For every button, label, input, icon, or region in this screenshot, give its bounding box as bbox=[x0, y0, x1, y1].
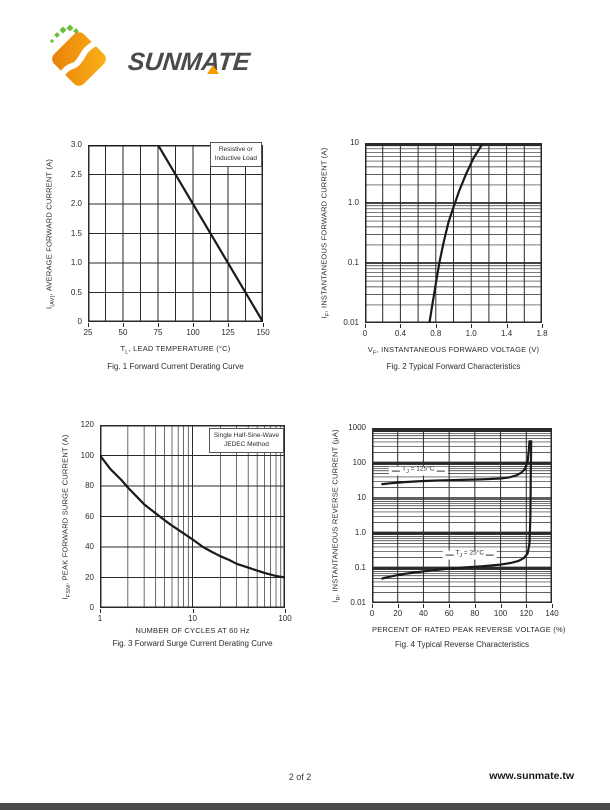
fig4-x-tickmark bbox=[501, 604, 502, 608]
fig1-forward-current-derating-chart bbox=[40, 133, 290, 385]
fig1-y-tick: 1.0 bbox=[70, 258, 82, 267]
fig2-typical-forward-characteristics-chart bbox=[318, 131, 582, 383]
fig4-x-tick: 100 bbox=[493, 609, 508, 618]
bottom-bar bbox=[0, 803, 610, 810]
fig2-x-tick: 1.4 bbox=[501, 329, 513, 338]
fig1-y-axis-label: $I_{(AV)}$, AVERAGE FORWARD CURRENT (A) bbox=[44, 158, 56, 309]
page-number: 2 of 2 bbox=[288, 772, 312, 782]
fig1-x-tick: 75 bbox=[153, 328, 163, 337]
fig3-y-tick: 100 bbox=[80, 450, 94, 460]
fig3-y-tick: 0 bbox=[89, 603, 94, 612]
fig4-typical-reverse-characteristics-chart bbox=[330, 418, 592, 663]
logo-brand-text: SUNMATE bbox=[126, 47, 252, 76]
fig2-y-tick: 1.0 bbox=[347, 198, 359, 207]
brand-accent-triangle bbox=[207, 65, 219, 74]
fig3-x-tick: 100 bbox=[278, 614, 292, 623]
fig1-y-tick: 0.5 bbox=[70, 287, 82, 297]
fig3-y-tick: 60 bbox=[85, 511, 94, 521]
fig3-x-tickmark bbox=[193, 609, 194, 613]
fig2-x-tickmark bbox=[400, 324, 401, 328]
fig4-x-axis-label: PERCENT OF RATED PEAK REVERSE VOLTAGE (%) bbox=[372, 625, 566, 634]
fig4-y-tick: 10 bbox=[357, 493, 366, 502]
fig4-x-tickmark bbox=[423, 604, 424, 608]
fig4-x-tick: 20 bbox=[393, 609, 403, 618]
fig4-x-tick: 40 bbox=[418, 609, 428, 618]
fig4-caption: Fig. 4 Typical Reverse Characteristics bbox=[394, 640, 530, 649]
fig1-y-tick: 0 bbox=[77, 317, 82, 326]
logo bbox=[38, 22, 268, 88]
fig4-y-tick: 1.0 bbox=[354, 528, 366, 537]
fig1-x-tick: 25 bbox=[83, 328, 93, 337]
website-url: www.sunmate.tw bbox=[489, 770, 574, 782]
fig3-y-tick: 20 bbox=[85, 572, 94, 582]
fig1-y-tick: 3.0 bbox=[70, 140, 82, 149]
fig4-x-tickmark bbox=[398, 604, 399, 608]
fig2-x-tick: 0 bbox=[362, 329, 368, 338]
fig4-x-tick: 140 bbox=[545, 609, 559, 618]
fig3-x-tick: 10 bbox=[188, 614, 197, 623]
fig2-x-tick: 0.4 bbox=[394, 329, 406, 338]
fig2-y-axis-label: $I_F$, INSTANTANEOUS FORWARD CURRENT (A) bbox=[319, 147, 331, 319]
fig4-x-tickmark bbox=[552, 604, 553, 608]
fig3-x-tickmark bbox=[285, 609, 286, 613]
fig1-x-tickmark bbox=[263, 323, 264, 327]
fig4-x-tickmark bbox=[372, 604, 373, 608]
fig4-x-tick: 120 bbox=[519, 609, 533, 618]
fig4-x-tickmark bbox=[449, 604, 450, 608]
fig1-caption: Fig. 1 Forward Current Derating Curve bbox=[107, 362, 244, 371]
fig3-caption: Fig. 3 Forward Surge Current Derating Curve bbox=[112, 639, 273, 648]
fig3-y-tick: 120 bbox=[80, 420, 94, 429]
fig1-x-axis-label: $T_L$, LEAD TEMPERATURE (°C) bbox=[120, 344, 231, 356]
fig1-annotation: Resistive or Inductive Load bbox=[210, 142, 262, 167]
fig4-plot-area bbox=[372, 428, 552, 603]
fig2-x-tick: 0.8 bbox=[430, 329, 442, 338]
fig1-x-tickmark bbox=[193, 323, 194, 327]
fig1-x-tickmark bbox=[123, 323, 124, 327]
fig1-y-tick: 2.5 bbox=[70, 169, 82, 179]
fig4-y-tick: 1000 bbox=[348, 423, 366, 432]
fig3-annotation: Single Half-Sine-Wave JEDEC Method bbox=[209, 428, 284, 453]
fig2-y-tick: 0.01 bbox=[343, 318, 359, 327]
fig1-y-tick: 1.5 bbox=[70, 228, 82, 238]
fig2-x-tickmark bbox=[507, 324, 508, 328]
fig2-x-tickmark bbox=[365, 324, 366, 328]
fig4-x-tick: 0 bbox=[369, 609, 375, 618]
fig4-y-tick: 100 bbox=[352, 458, 366, 467]
fig2-x-tickmark bbox=[542, 324, 543, 328]
fig3-x-tick: 1 bbox=[97, 614, 103, 623]
fig1-x-tick: 100 bbox=[186, 328, 200, 337]
fig4-x-tick: 80 bbox=[470, 609, 480, 618]
fig1-x-tick: 125 bbox=[221, 328, 235, 337]
fig2-x-tickmark bbox=[436, 324, 437, 328]
fig3-x-tickmark bbox=[100, 609, 101, 613]
fig1-plot-area bbox=[88, 145, 263, 322]
fig3-y-tick: 40 bbox=[85, 542, 94, 551]
fig1-y-tick: 2.0 bbox=[70, 199, 82, 208]
fig3-x-axis-label: NUMBER OF CYCLES AT 60 Hz bbox=[135, 626, 250, 635]
fig2-x-tickmark bbox=[471, 324, 472, 328]
fig1-x-tickmark bbox=[158, 323, 159, 327]
fig2-plot-area bbox=[365, 143, 542, 323]
fig3-y-tick: 80 bbox=[85, 481, 94, 490]
fig2-y-tick: 0.1 bbox=[347, 258, 359, 267]
fig4-y-tick: 0.01 bbox=[350, 598, 366, 607]
fig1-x-tick: 150 bbox=[256, 328, 270, 337]
fig4-x-tickmark bbox=[526, 604, 527, 608]
fig2-x-tick: 1.8 bbox=[536, 329, 548, 338]
fig4-series-label: $T_J = 25^\circ C$ bbox=[442, 551, 497, 560]
sunmate-diamond-icon bbox=[38, 23, 120, 87]
fig3-forward-surge-derating-chart bbox=[40, 416, 300, 661]
fig3-y-axis-label: $I_{FSM}$, PEAK FORWARD SURGE CURRENT (A) bbox=[60, 434, 72, 599]
fig4-y-axis-label: $I_R$, INSTANTANEOUS REVERSE CURRENT (μA) bbox=[330, 428, 342, 603]
fig1-x-tickmark bbox=[228, 323, 229, 327]
fig4-series-label: $T_J = 125^\circ C$ bbox=[389, 466, 447, 475]
fig1-x-tickmark bbox=[88, 323, 89, 327]
fig2-x-axis-label: $V_F$, INSTANTANEOUS FORWARD VOLTAGE (V) bbox=[367, 345, 540, 357]
fig2-x-tick: 1.0 bbox=[465, 329, 477, 338]
fig2-caption: Fig. 2 Typical Forward Characteristics bbox=[386, 362, 521, 371]
fig4-y-tick: 0.1 bbox=[354, 563, 366, 572]
fig4-x-tickmark bbox=[475, 604, 476, 608]
fig1-x-tick: 50 bbox=[118, 328, 128, 337]
fig2-y-tick: 10 bbox=[350, 138, 359, 147]
fig4-x-tick: 60 bbox=[444, 609, 454, 618]
